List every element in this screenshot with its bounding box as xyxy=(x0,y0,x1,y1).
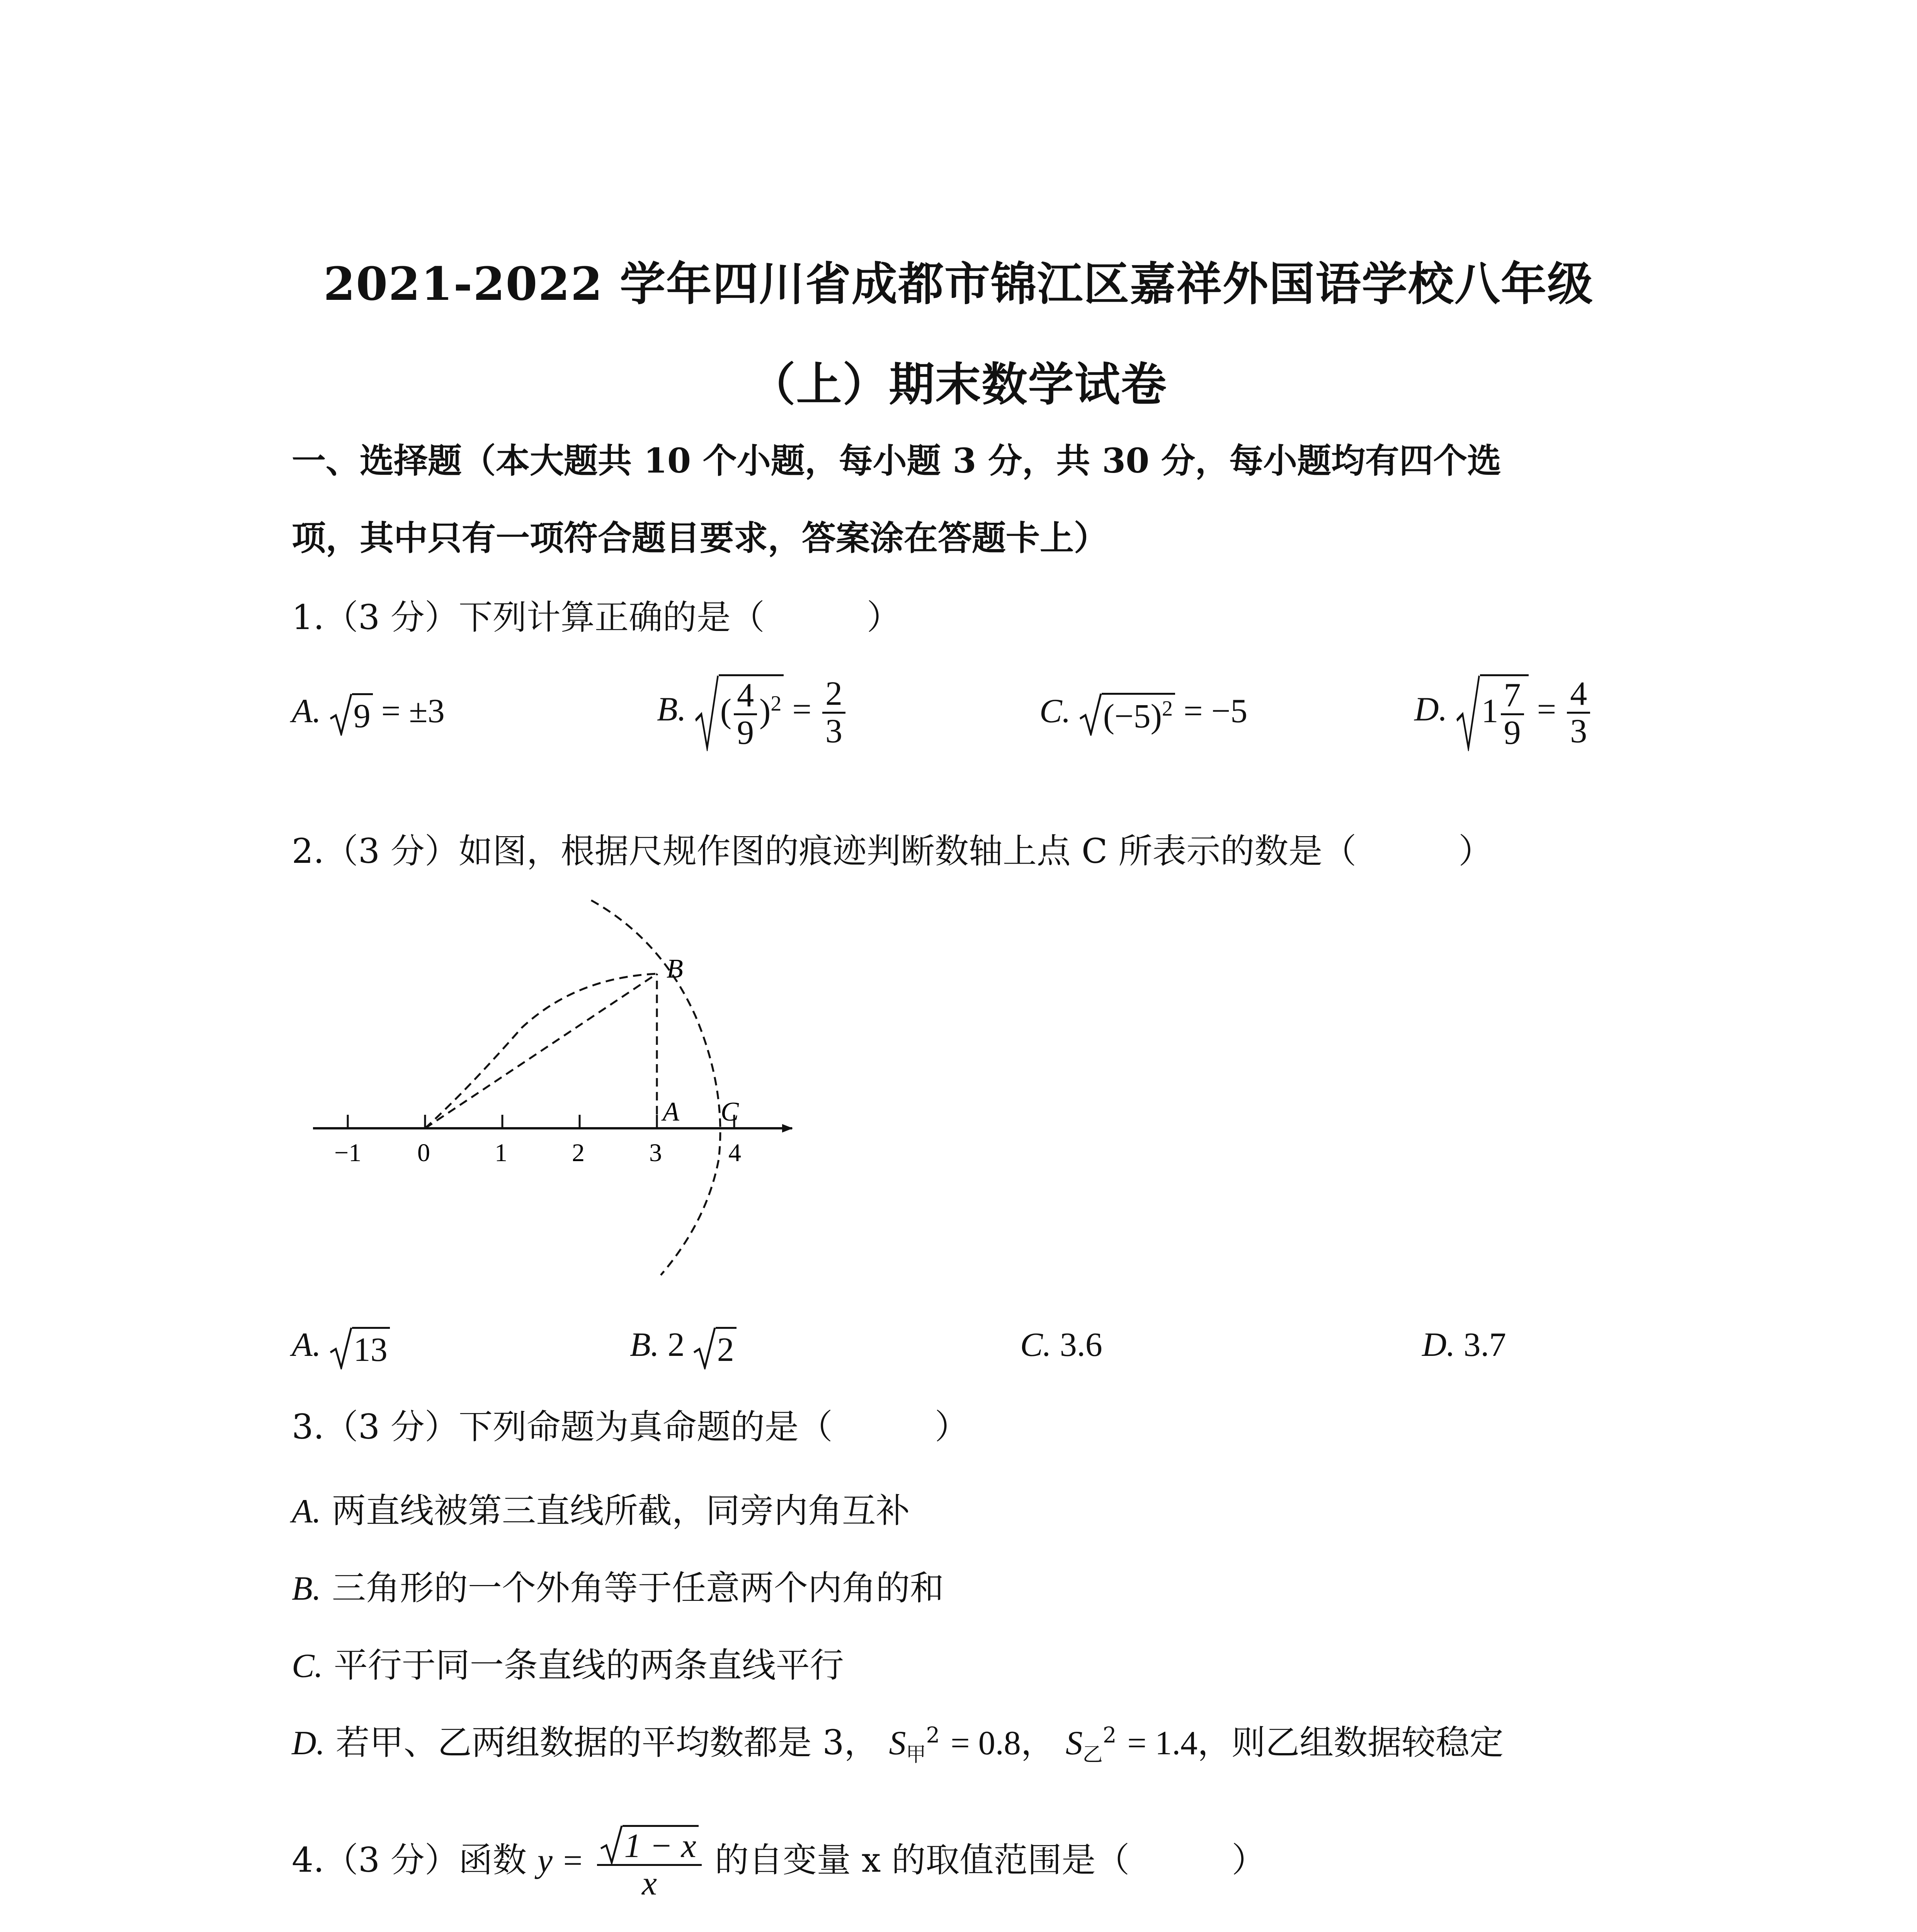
q3-d-value-1: = 0.8， xyxy=(951,1725,1055,1762)
q4-stem-suffix: 的自变量 x 的取值范围是（ ） xyxy=(714,1840,1266,1880)
q1-c-rhs: = −5 xyxy=(1183,692,1248,730)
sqrt-symbol: ( $\frac{4}{9}$ )$^2$ xyxy=(695,674,784,751)
tick-label-3: 3 xyxy=(649,1139,662,1167)
q1-option-d: D. 1 $\frac{7}{9}$ = $\frac{4}{3}$ xyxy=(1414,674,1592,751)
q2-option-b xyxy=(630,1325,737,1369)
sqrt-symbol xyxy=(330,693,373,736)
q1-d-label: D. xyxy=(1414,690,1448,728)
q3-d-variance-symbol-2: S xyxy=(1065,1725,1083,1762)
q1-d-rhs-numerator: 4 xyxy=(1567,676,1590,714)
q1-stem: 1.（3 分）下列计算正确的是（ ） xyxy=(292,597,901,637)
sqrt-symbol xyxy=(693,1327,737,1369)
point-label-c: C xyxy=(721,1097,739,1127)
q1-option-c xyxy=(1039,692,1247,736)
q2-d-label: D. xyxy=(1422,1326,1455,1364)
q2-d-value: 3.7 xyxy=(1463,1326,1506,1364)
sqrt-symbol xyxy=(600,1825,698,1864)
exam-title-line1: 2021-2022 学年四川省成都市锦江区嘉祥外国语学校八年级 xyxy=(323,257,1594,311)
q2-option-d xyxy=(1422,1325,1506,1364)
q3-option-c xyxy=(292,1638,844,1687)
q1-d-denominator: 9 xyxy=(1504,714,1521,752)
q2-b-coefficient: 2 xyxy=(667,1326,685,1364)
q3-a-label: A. xyxy=(292,1493,321,1530)
dashed-line-0-to-b xyxy=(425,974,657,1128)
q3-d-label: D. xyxy=(292,1725,325,1762)
q1-a-radicand: 9 xyxy=(352,693,373,736)
q2-c-label: C. xyxy=(1020,1326,1051,1364)
q2-c-value: 3.6 xyxy=(1060,1326,1102,1364)
point-label-b: B xyxy=(667,954,683,984)
q1-b-denominator: 9 xyxy=(737,714,754,752)
q2-a-label: A. xyxy=(292,1326,321,1364)
q2-a-radicand: 13 xyxy=(352,1327,390,1369)
q1-a-label: A. xyxy=(292,692,321,730)
q2-stem: 2.（3 分）如图，根据尺规作图的痕迹判断数轴上点 C 所表示的数是（ ） xyxy=(292,831,1493,871)
q4-denominator: x xyxy=(642,1865,657,1903)
q1-c-label: C. xyxy=(1039,692,1071,730)
q3-b-text: 三角形的一个外角等于任意两个内角的和 xyxy=(332,1568,944,1608)
q2-b-radicand: 2 xyxy=(716,1327,737,1369)
q4-stem xyxy=(292,1824,1266,1902)
q4-stem-prefix: 4.（3 分）函数 xyxy=(292,1840,538,1880)
q1-b-rhs-numerator: 2 xyxy=(822,676,845,714)
sqrt-symbol: $(-5)^2$ xyxy=(1079,693,1175,736)
section1-heading-line1: 一、选择题（本大题共 10 个小题，每小题 3 分，共 30 分，每小题均有四个选 xyxy=(292,440,1501,481)
q4-function-y: y = xyxy=(537,1842,584,1879)
q2-b-label: B. xyxy=(630,1326,659,1364)
q1-c-radicand: (−5) xyxy=(1103,697,1162,735)
tick-label-minus1: −1 xyxy=(334,1139,362,1167)
q3-d-subscript-2: 乙 xyxy=(1082,1743,1103,1767)
q1-d-whole: 1 xyxy=(1481,692,1499,730)
q3-d-subscript-1: 甲 xyxy=(906,1743,926,1767)
q1-a-rhs: = ±3 xyxy=(381,692,445,730)
tick-label-0: 0 xyxy=(417,1139,430,1167)
q1-option-b: B. ( $\frac{4}{9}$ )$^2$ = $\frac{2}{3}$ xyxy=(657,674,848,751)
q3-option-b xyxy=(292,1561,944,1610)
q1-d-numerator: 7 xyxy=(1501,678,1524,715)
tick-label-4: 4 xyxy=(728,1139,741,1167)
q3-a-text: 两直线被第三直线所截，同旁内角互补 xyxy=(332,1491,910,1531)
q3-c-label: C. xyxy=(292,1647,323,1685)
section1-heading-line2: 项，其中只有一项符合题目要求，答案涂在答题卡上） xyxy=(292,518,1108,558)
number-line-construction-diagram xyxy=(305,889,815,1283)
q3-d-value-2: = 1.4，则乙组数据较稳定 xyxy=(1127,1725,1504,1762)
q3-stem: 3.（3 分）下列命题为真命题的是（ ） xyxy=(292,1407,969,1447)
q3-option-a xyxy=(292,1484,910,1532)
q3-c-text: 平行于同一条直线的两条直线平行 xyxy=(333,1645,844,1685)
q4-radicand: 1 − x xyxy=(623,1825,698,1864)
q2-option-a xyxy=(292,1325,390,1369)
q1-d-rhs-denominator: 3 xyxy=(1570,712,1587,750)
q1-option-a xyxy=(292,692,445,736)
q3-option-d: D. 若甲、乙两组数据的平均数都是 3， $S_甲^2 = 0.8$， $S_乙^2 = 1.4$，则乙组数据较稳定 xyxy=(292,1723,1504,1767)
q1-b-numerator: 4 xyxy=(734,678,757,715)
tick-label-1: 1 xyxy=(495,1139,507,1167)
q3-d-text: 若甲、乙两组数据的平均数都是 3， xyxy=(335,1723,878,1762)
tick-label-2: 2 xyxy=(572,1139,585,1167)
q1-b-rhs-denominator: 3 xyxy=(825,712,843,750)
point-label-a: A xyxy=(663,1097,679,1127)
sqrt-symbol xyxy=(1456,674,1529,751)
sqrt-symbol xyxy=(330,1327,390,1369)
q3-d-variance-symbol-1: S xyxy=(889,1725,906,1762)
exam-title-line2: （上）期末数学试卷 xyxy=(750,357,1167,411)
q1-b-label: B. xyxy=(657,690,686,728)
q2-option-c xyxy=(1020,1325,1102,1364)
q3-b-label: B. xyxy=(292,1570,321,1607)
dashed-arc-large xyxy=(591,900,720,1275)
